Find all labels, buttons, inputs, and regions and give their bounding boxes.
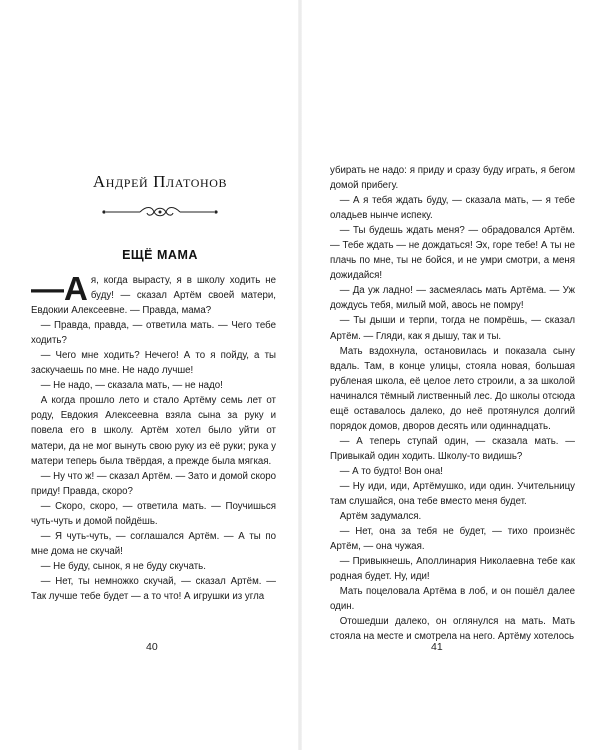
paragraph: — А я тебя ждать буду, — сказала мать, — я тебе оладьев нынче испеку. <box>330 195 575 222</box>
paragraph: — Ты дыши и терпи, тогда не помрёшь, — сказал Артём. — Гляди, как я дышу, так и ты. <box>330 315 575 342</box>
paragraph: — Чего мне ходить? Нечего! А то я пойду, а ты заскучаешь по мне. Не надо лучше! <box>31 350 276 377</box>
drop-cap: —А <box>31 270 88 307</box>
paragraph: —А я, когда вырасту, я в школу ходить не буду! — сказал Артём своей матери, Евдокии Алексеевне. — Правда, мама? <box>31 270 276 317</box>
right-page <box>300 0 600 750</box>
paragraph: — Ну что ж! — сказал Артём. — Зато и домой скоро приду! Правда, скоро? <box>31 470 277 497</box>
paragraph: — Скоро, скоро, — ответила мать. — Поучишься чуть-чуть и домой пойдёшь. <box>31 500 276 527</box>
paragraph: — Ну иди, иди, Артёмушко, иди один. Учительницу там слушайся, она тебе вместо меня будет. <box>330 480 575 508</box>
left-text-column <box>31 270 277 604</box>
ornament-divider <box>100 204 220 220</box>
paragraph: — Нет, она за тебя не будет, — тихо произнёс Артём, — она чужая. <box>330 526 575 553</box>
paragraph: — Привыкнешь, Аполлинария Николаевна тебе как родная будет. Ну, иди! <box>330 556 575 583</box>
paragraph: — А то будто! Вон она! <box>339 465 443 477</box>
paragraph: — Не надо, — сказала мать, — не надо! <box>40 380 223 392</box>
paragraph: — Не буду, сынок, я не буду скучать. <box>40 560 206 572</box>
story-title: ЕЩЁ МАМА <box>122 248 198 262</box>
paragraph: Отошедши далеко, он оглянулся на мать. Мать стояла на месте и смотрела на него. Артёму хотелось <box>330 616 575 643</box>
paragraph: Мать поцеловала Артёма в лоб, и он пошёл далее один. <box>330 586 575 613</box>
paragraph: Мать вздохнула, остановилась и показала сыну вдаль. Там, в конце улицы, стояла новая, большая рубленая школа, её целое лето строили, а за школой начинался тёмный лиственный лес. До школы отсюда ещё оставалось далеко, до неё протянулся долгий порядок домов, дворов десять или одиннадцать. <box>330 345 575 432</box>
paragraph: — А теперь ступай один, — сказала мать. — Привыкай один ходить. Школу-то видишь? <box>330 435 575 462</box>
page-number: 41 <box>431 641 443 653</box>
paragraph: — Нет, ты немножко скучай, — сказал Артём. — Так лучше тебе будет — а то что! А игрушки из угла <box>31 575 276 602</box>
paragraph: — Да уж ладно! — засмеялась мать Артёма. — Уж дождусь тебя, милый мой, авось не помру! <box>330 285 575 312</box>
page-number: 40 <box>146 641 158 653</box>
paragraph: Артём задумался. <box>339 511 422 523</box>
paragraph: — Правда, правда, — ответила мать. — Чего тебе ходить? <box>31 320 276 347</box>
paragraph: А когда прошло лето и стало Артёму семь лет от роду, Евдокия Алексеевна взяла сына за руку и повела его в школу. Артём хотел было уйти от матери, да не мог вынуть свою руку из её руки; рука у матери теперь была твёрдая, а прежде была мягкая. <box>31 395 276 467</box>
author-name: Андрей Платонов <box>92 172 228 191</box>
paragraph: — Я чуть-чуть, — соглашался Артём. — А ты по мне дома не скучай! <box>31 530 276 557</box>
paragraph: убирать не надо: я приду и сразу буду играть, я бегом домой прибегу. <box>330 165 575 192</box>
paragraph: — Ты будешь ждать меня? — обрадовался Артём. — Тебе ждать — не дождаться! Эх, горе тебе! А ты не плачь по мне, ты не бойся, и не умри смотри, а меня дожидайся! <box>330 225 575 282</box>
right-text-column <box>330 163 575 645</box>
